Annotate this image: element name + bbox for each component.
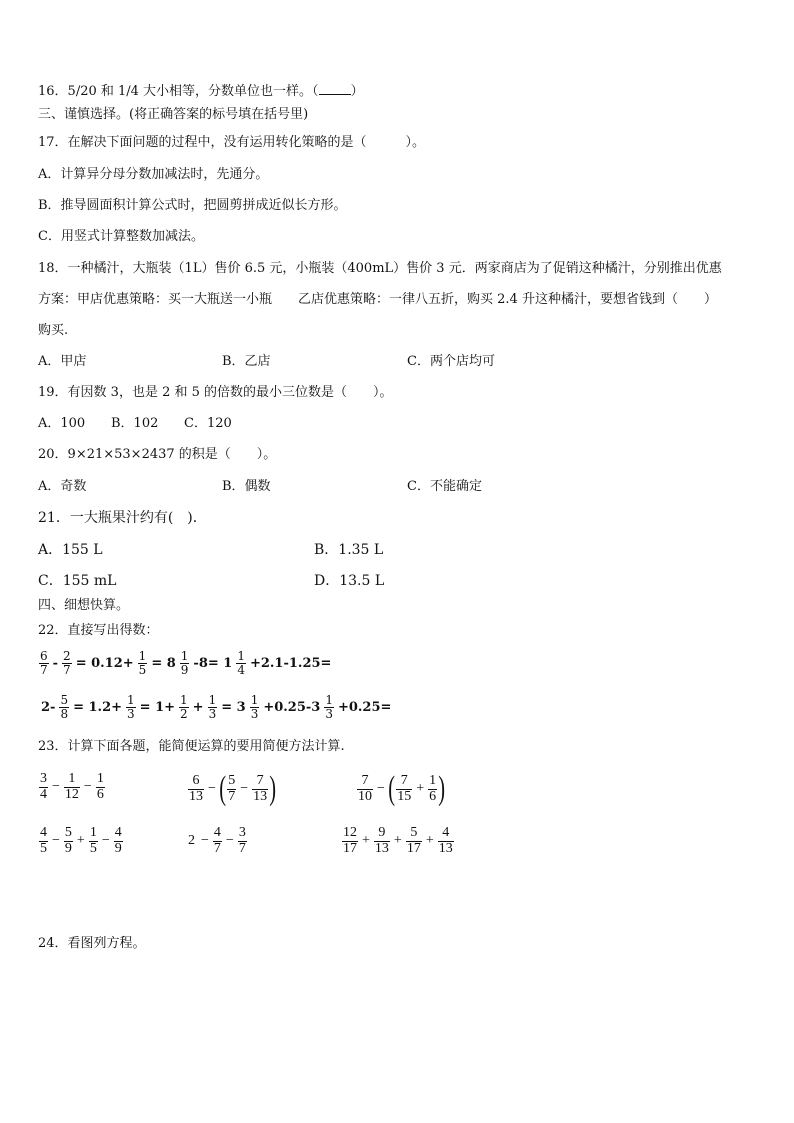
denominator: 8 [60,706,69,721]
fraction [236,650,246,676]
question-17-option-c: C．用竖式计算整数加减法。 [38,229,204,244]
fraction [114,826,123,856]
fraction [64,826,73,856]
denominator: 4 [40,786,47,802]
section-4-heading: 四、细想快算。 [38,598,130,613]
numerator: 5 [406,826,422,842]
fraction [357,774,373,804]
mental-math-row-1: $\frac{6}{7}$ - $\frac{2}{7}$ = 0.12+ $\frac{1}{5}$ = 8 $\frac{1}{9}$ -8= 1 $\frac{1}{4}$ +2.1-1.25= [40,649,332,677]
numerator: 1 [180,649,189,663]
numerator: 7 [252,774,268,790]
denominator: 17 [343,840,357,856]
fraction [208,694,218,720]
denominator: 5 [138,662,147,677]
operator: + [416,781,425,796]
calc-expression-3 [356,772,445,806]
fraction [39,772,48,802]
fraction [406,826,422,856]
numerator: 1 [325,693,333,707]
numerator: 5 [228,772,236,788]
operator: − [208,781,216,796]
numerator: 12 [343,825,357,840]
question-19-option-a: A．100 [38,416,86,431]
expr-text: 2- [41,699,56,715]
fraction [96,772,105,802]
expr-text: = 8 [151,655,176,671]
expr-text: = 0.12+ [75,655,134,671]
fraction [39,650,49,676]
fraction [179,694,189,720]
numerator: 6 [188,774,204,790]
denominator: 7 [63,662,71,677]
fraction [138,650,148,676]
operator: + [76,833,85,849]
fraction [428,774,437,804]
denominator: 9 [180,662,189,677]
denominator: 9 [114,840,122,856]
denominator: 13 [438,840,453,856]
operator: − [52,833,60,849]
fraction [39,826,48,856]
numerator: 5 [64,825,72,840]
question-24-stem: 24．看图列方程。 [38,936,146,951]
left-parenthesis: ( [388,770,395,807]
question-20-option-c: C．不能确定 [407,479,482,494]
denominator: 7 [238,840,246,856]
expr-text: +0.25-3 [263,699,321,715]
expr-text: + [192,699,204,715]
operator: − [83,779,92,795]
fraction [396,774,412,804]
denominator: 7 [213,840,221,856]
fraction [438,826,454,856]
numerator: 1 [237,649,245,663]
numerator: 5 [60,693,69,707]
question-19-option-c: C．120 [184,416,232,431]
question-16-text: 16．5/20 和 1/4 大小相等，分数单位也一样。（ [38,84,319,99]
expr-text: +2.1-1.25= [249,655,332,671]
right-parenthesis: ) [438,770,446,807]
question-20-option-a: A．奇数 [38,479,87,494]
numerator: 9 [374,826,390,842]
numerator: 1 [180,693,188,707]
fraction [227,774,236,804]
calc-expression-5 [185,826,248,856]
numerator: 1 [96,771,104,786]
question-21-option-d: D．13.5 L [314,573,385,589]
numerator: 1 [429,772,437,788]
numerator: 1 [89,825,97,840]
denominator: 12 [64,786,79,802]
denominator: 3 [127,706,135,721]
numerator: 4 [213,825,221,840]
question-16 [38,82,364,101]
question-18-line-2: 方案：甲店优惠策略：买一大瓶送一小瓶 乙店优惠策略：一律八五折，购买 2.4 升这种橘汁，要想省钱到（ ） [38,292,717,307]
fraction [324,694,334,720]
mental-math-row-2 [38,694,394,720]
operator: − [201,833,209,849]
fraction [126,694,136,720]
operator: + [425,833,434,849]
fraction [180,650,190,676]
expr-text: -8= 1 [193,655,233,671]
denominator: 3 [325,706,333,721]
numerator: 1 [127,693,135,707]
numerator: 3 [238,825,246,840]
denominator: 6 [429,788,437,804]
question-18-option-c: C．两个店均可 [407,354,495,369]
question-17-stem: 17．在解决下面问题的过程中，没有运用转化策略的是（ ）。 [38,135,426,150]
question-17-option-a: A．计算异分母分数加减法时，先通分。 [38,167,269,182]
operator: + [393,833,402,849]
operator: − [101,833,110,849]
numerator: 2 [63,649,71,663]
numerator: 6 [40,649,48,663]
numerator: 7 [396,774,412,790]
left-parenthesis: ( [219,770,226,807]
answer-blank[interactable] [319,82,351,95]
denominator: 3 [250,706,259,721]
question-18-option-a: A．甲店 [38,354,87,369]
numerator: 1 [138,649,147,663]
denominator: 15 [397,788,412,804]
fraction [250,694,260,720]
calc-expression-1 [38,772,106,802]
numerator: 4 [114,825,122,840]
question-18-line-3: 购买. [38,323,69,338]
fraction [374,826,390,856]
numerator: 1 [64,772,80,788]
question-19-stem: 19．有因数 3，也是 2 和 5 的倍数的最小三位数是（ ）。 [38,385,393,400]
operator: − [240,781,249,796]
question-21-option-a: A．155 L [38,542,103,558]
fraction [89,826,98,856]
operator: − [225,833,234,849]
expr-text: = 1.2+ [73,699,123,715]
denominator: 13 [253,788,268,804]
fraction [342,826,358,856]
denominator: 13 [374,840,389,856]
integer: 2 [188,833,195,849]
denominator: 7 [40,662,48,677]
denominator: 6 [96,786,104,802]
expr-text: = 1+ [139,699,176,715]
numerator: 4 [438,826,454,842]
operator: − [377,781,385,796]
calc-expression-4 [38,826,124,856]
denominator: 2 [180,706,188,721]
denominator: 3 [208,706,217,721]
question-20-stem: 20．9×21×53×2437 的积是（ ）。 [38,447,277,462]
operator: + [362,833,370,849]
denominator: 5 [40,840,47,856]
fraction [252,774,268,804]
question-19-option-b: B．102 [111,416,159,431]
numerator: 1 [208,693,217,707]
fraction [59,694,69,720]
denominator: 4 [237,662,245,677]
calc-expression-2 [187,772,276,806]
question-18-option-b: B．乙店 [222,354,271,369]
fraction [64,772,80,802]
numerator: 4 [40,825,47,840]
denominator: 9 [64,840,72,856]
expr-text: +0.25= [337,699,392,715]
fraction [238,826,247,856]
denominator: 7 [228,788,236,804]
fraction [213,826,222,856]
calc-expression-6 [341,826,455,856]
numerator: 1 [250,693,259,707]
question-23-stem: 23．计算下面各题，能简便运算的要用简便方法计算. [38,739,345,754]
denominator: 5 [89,840,97,856]
denominator: 17 [406,840,421,856]
question-21-option-b: B．1.35 L [314,542,384,558]
question-21-option-c: C．155 mL [38,573,117,589]
denominator: 10 [358,788,372,804]
operator: − [52,779,60,795]
question-20-option-b: B．偶数 [222,479,271,494]
section-3-heading: 三、谨慎选择。(将正确答案的标号填在括号里) [38,107,309,122]
numerator: 7 [357,774,373,790]
expr-text: = 3 [221,699,246,715]
question-16-end: ） [350,84,364,99]
right-parenthesis: ) [269,770,277,807]
question-18-line-1: 18．一种橘汁，大瓶装（1L）售价 6.5 元，小瓶装（400mL）售价 3 元．两家商店为了促销这种橘汁，分别推出优惠 [38,261,722,276]
fraction [188,774,204,804]
question-21-stem: 21．一大瓶果汁约有( )． [38,510,207,526]
fraction [62,650,72,676]
question-17-option-b: B．推导圆面积计算公式时，把圆剪拼成近似长方形。 [38,198,347,213]
denominator: 13 [189,788,203,804]
numerator: 3 [40,771,47,786]
question-22-stem: 22．直接写出得数： [38,623,159,638]
